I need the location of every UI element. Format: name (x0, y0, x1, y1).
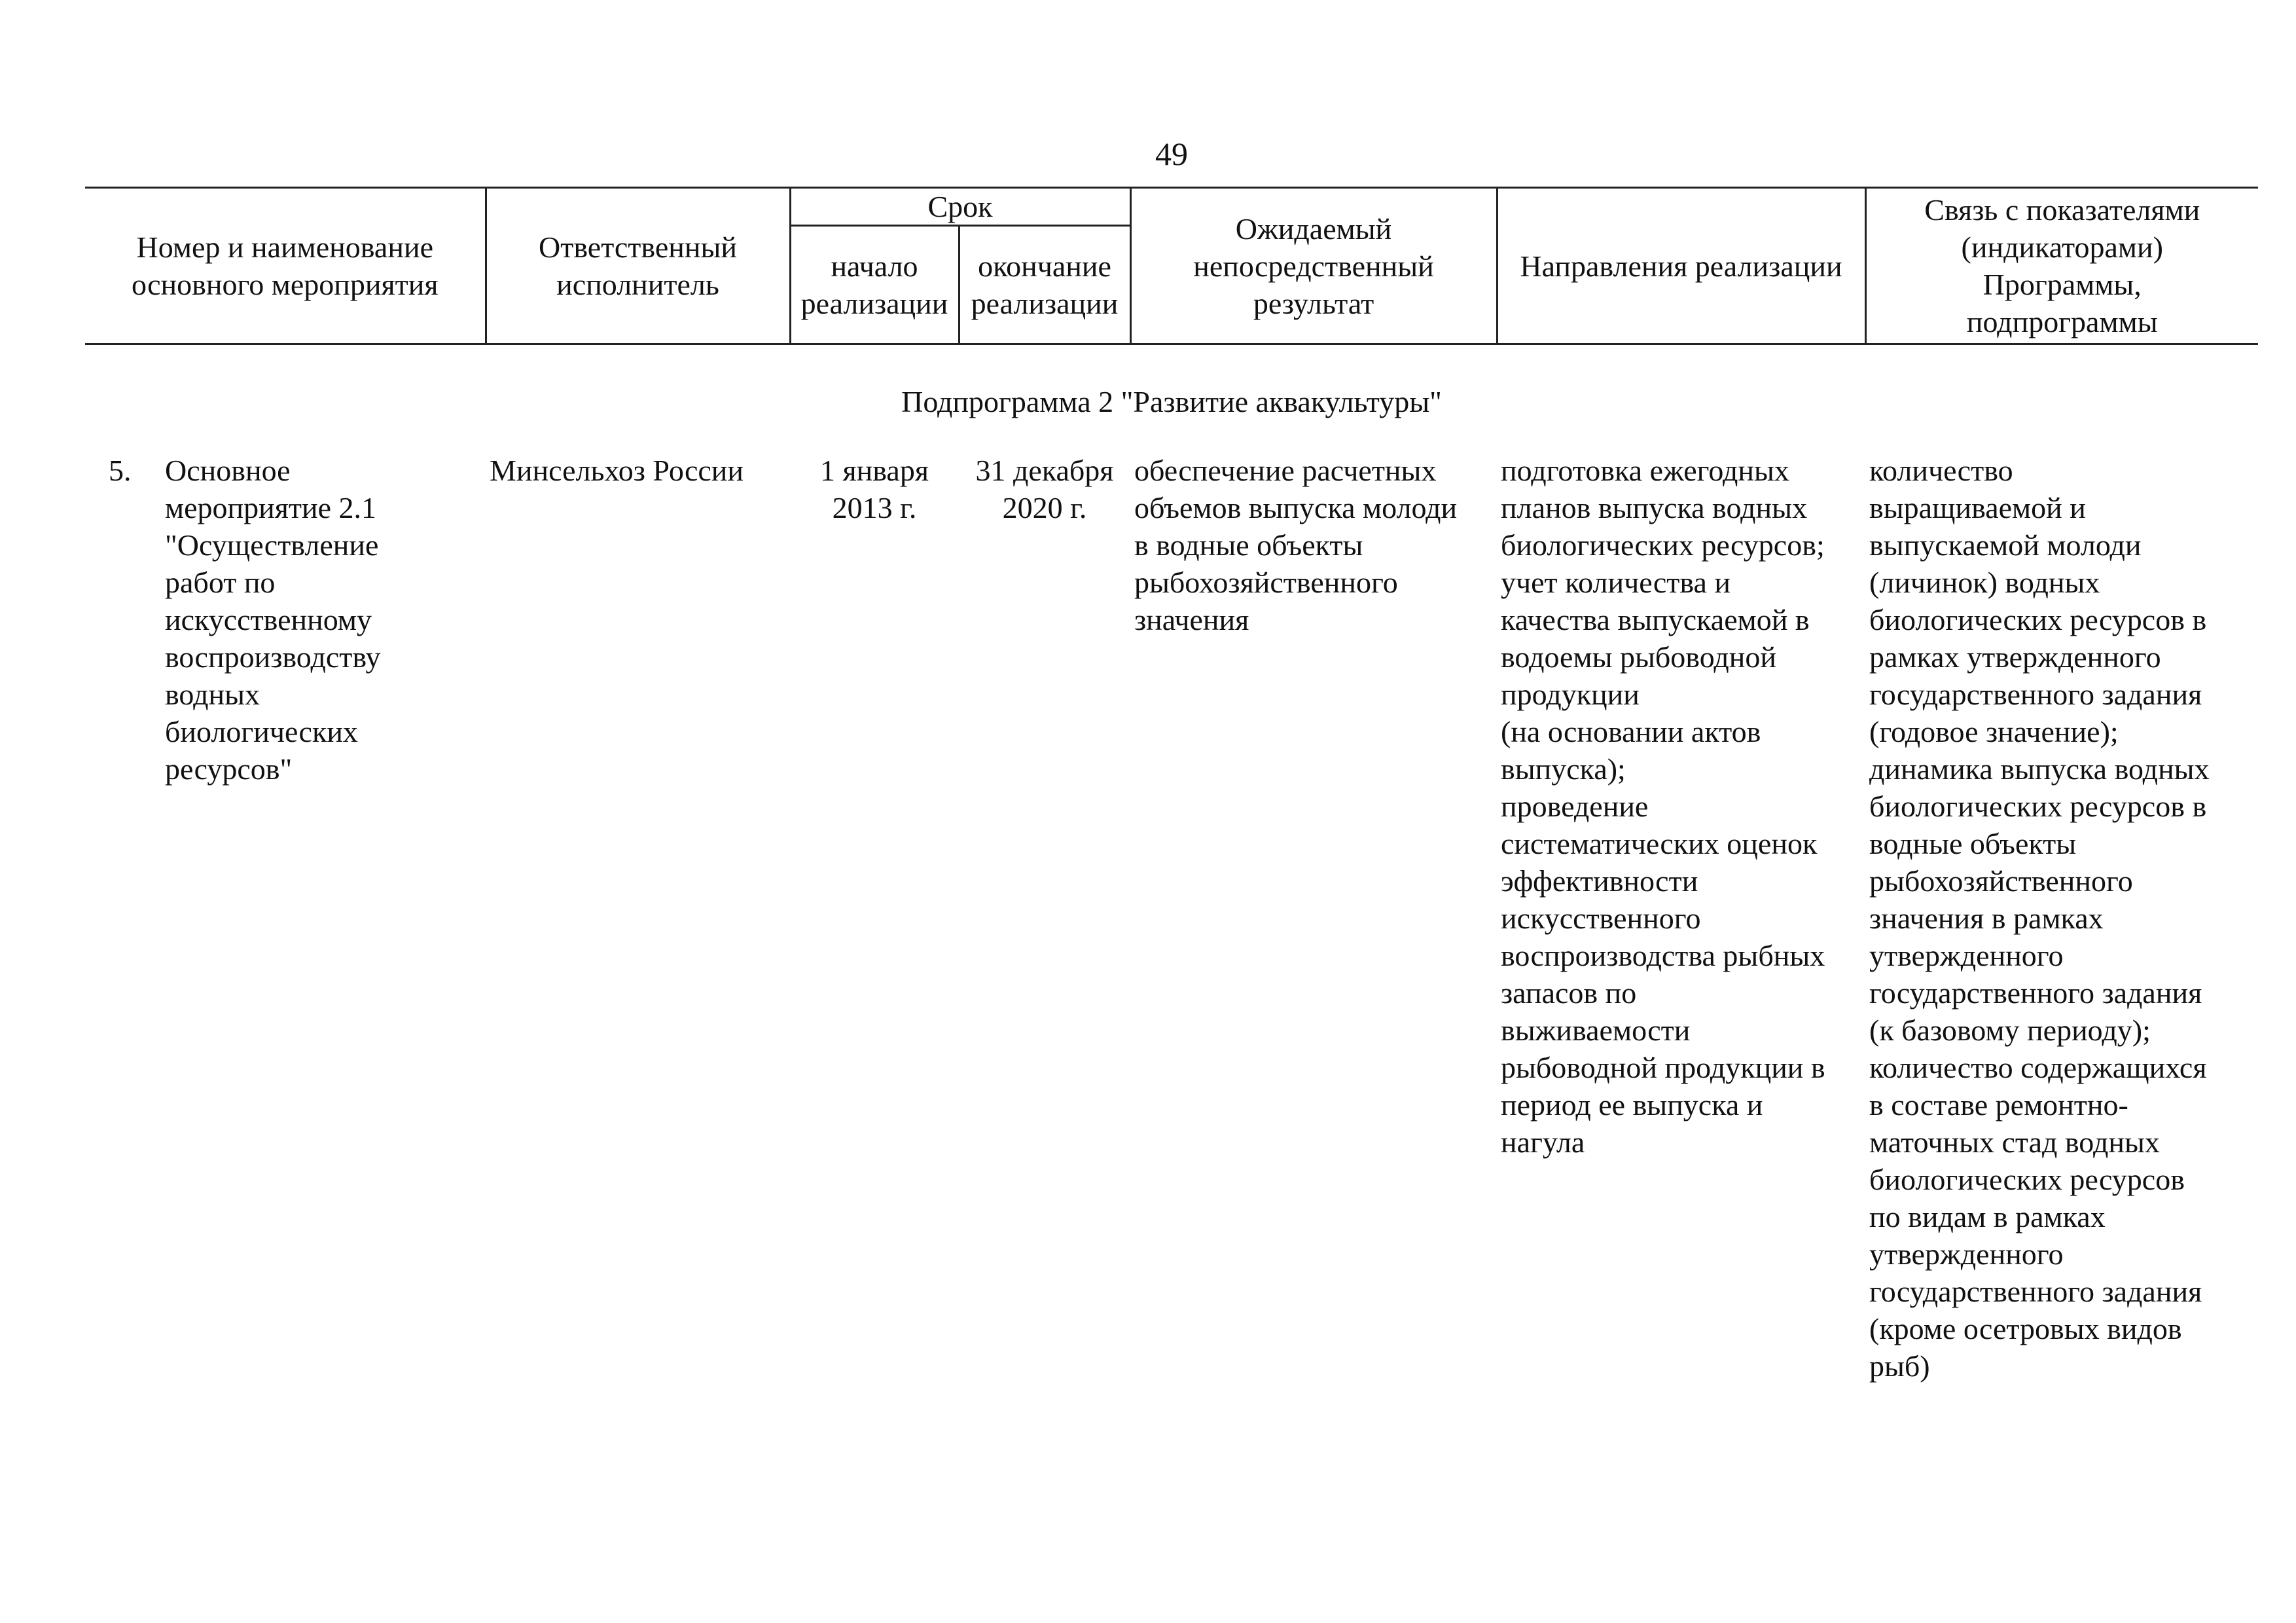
executor-cell: Минсельхоз России (490, 454, 744, 487)
directions-cell: подготовка ежегодных планов выпуска водных биологических ресурсов; учет количества и качества выпускаемой в водоемы рыбоводной продукции (на основании актов выпуска); проведение систематических оценок эффективности искусственного воспроизводства рыбных запасов по выживаемости рыбоводной продукции в период ее выпуска и нагула (1501, 454, 1825, 1159)
page-number: 49 (1155, 136, 1188, 172)
row-number: 5. (109, 454, 132, 487)
header-directions: Направления реализации (1497, 188, 1865, 344)
table-row (85, 452, 2258, 1385)
measure-name-cell (85, 452, 486, 1385)
header-term-end: окончание реализации (959, 226, 1130, 344)
measure-name: Основное мероприятие 2.1 "Осуществление работ по искусственному воспроизводству водных биологических ресурсов" (165, 454, 381, 786)
end-date-cell: 31 декабря 2020 г. (975, 454, 1114, 524)
header-term: Срок (790, 188, 1130, 226)
measures-table (85, 187, 2258, 1385)
subprogram-title: Подпрограмма 2 "Развитие аквакультуры" (901, 385, 1442, 418)
header-measure-name: Номер и наименование основного мероприятия (85, 188, 486, 344)
start-date-cell: 1 января 2013 г. (820, 454, 929, 524)
expected-result-cell: обеспечение расчетных объемов выпуска молоди в водные объекты рыбохозяйственного значения (1134, 454, 1458, 636)
indicators-cell: количество выращиваемой и выпускаемой молоди (личинок) водных биологических ресурсов в рамках утвержденного государственного задания (годовое значение); динамика выпуска водных биологических ресурсов в водные объекты рыбохозяйственного значения в рамках утвержденного государственного задания (к базовому периоду); количество содержащихся в составе ремонтно- маточных стад водных биологических ресурсов по видам в рамках утвержденного государственного задания (кроме осетровых видов рыб) (1869, 454, 2210, 1383)
header-term-start: начало реализации (790, 226, 959, 344)
header-executor: Ответственный исполнитель (486, 188, 790, 344)
header-indicators: Связь с показателями (индикаторами) Программы, подпрограммы (1865, 188, 2258, 344)
header-expected-result: Ожидаемый непосредственный результат (1130, 188, 1497, 344)
